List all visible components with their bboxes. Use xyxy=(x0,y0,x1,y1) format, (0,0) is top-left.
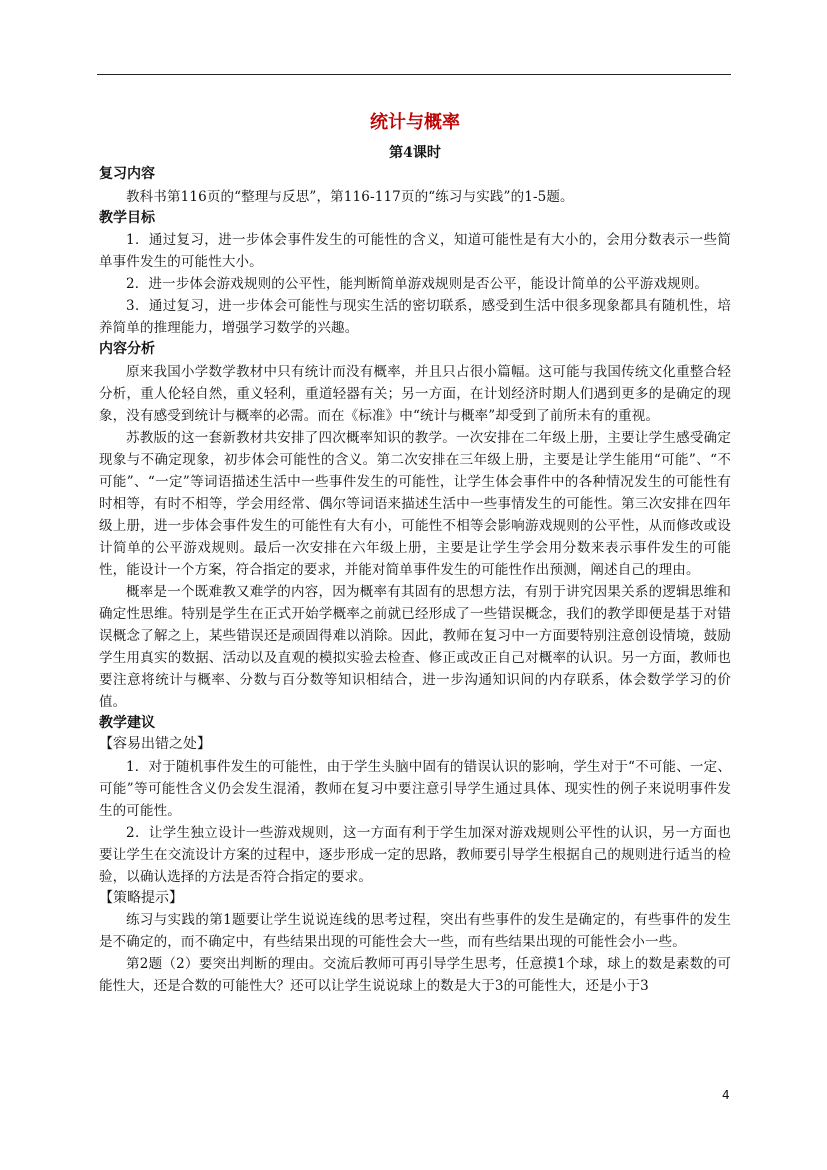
paragraph: 练习与实践的第1题要让学生说说连线的思考过程，突出有些事件的发生是确定的，有些事件的发生是不确定的，而不确定中，有些结果出现的可能性会大一些，而有些结果出现的可能性会小一些。 xyxy=(99,912,731,950)
paragraph: 概率是一个既难教又难学的内容，因为概率有其固有的思想方法，有别于讲究因果关系的逻辑思维和确定性思维。特别是学生在正式开始学概率之前就已经形成了一些错误概念，我们的教学即便是基于对错误概念了解之上，某些错误还是顽固得难以消除。因此，教师在复习中一方面要特别注意创设情境，鼓励学生用真实的数据、活动以及直观的模拟实验去检查、修正或改正自己对概率的认识。另一方面，教师也要注意将统计与概率、分数与百分数等知识相结合，进一步沟通知识间的内存联系，体会数学学习的价值。 xyxy=(99,583,731,710)
paragraph: 第2题（2）要突出判断的理由。交流后教师可再引导学生思考，任意摸1个球，球上的数是素数的可能性大，还是合数的可能性大？还可以让学生说说球上的数是大于3的可能性大，还是小于3 xyxy=(99,956,731,994)
section-heading: 内容分析 xyxy=(99,341,155,357)
section-teaching-suggestions xyxy=(99,713,731,998)
paragraph: 苏教版的这一套新教材共安排了四次概率知识的教学。一次安排在二年级上册，主要让学生感受确定现象与不确定现象，初步体会可能性的含义。第二次安排在三年级上册，主要是让学生能用“可能”、“不可能”、“一定”等词语描述生活中一些事件发生的可能性，让学生体会事件中的各种情况发生的可能性有时相等，有时不相等，学会用经常、偶尔等词语来描述生活中一些事情发生的可能性。第三次安排在四年级上册，进一步体会事件发生的可能性有大有小，可能性不相等会影响游戏规则的公平性，从而修改或设计简单的公平游戏规则。最后一次安排在六年级上册，主要是让学生学会用分数来表示事件发生的可能性，能设计一个方案，符合指定的要求，并能对简单事件发生的可能性作出预测，阐述自己的理由。 xyxy=(99,429,731,578)
subsection-label-error-prone: 【容易出错之处】 xyxy=(99,736,211,752)
section-content-analysis xyxy=(99,339,731,713)
paragraph: 1．通过复习，进一步体会事件发生的可能性的含义，知道可能性是有大小的，会用分数表示一些简单事件发生的可能性大小。 xyxy=(99,232,731,270)
section-teaching-goals xyxy=(99,208,731,340)
paragraph: 3．通过复习，进一步体会可能性与现实生活的密切联系，感受到生活中很多现象都具有随机性，培养简单的推理能力，增强学习数学的兴趣。 xyxy=(99,298,731,336)
section-heading: 复习内容 xyxy=(99,166,155,182)
document-title: 统计与概率 xyxy=(370,112,460,133)
header-rule xyxy=(97,74,731,75)
section-heading: 教学建议 xyxy=(99,714,155,731)
paragraph: 教科书第116页的“整理与反思”，第116-117页的“练习与实践”的1-5题。 xyxy=(126,188,574,205)
paragraph: 原来我国小学数学教材中只有统计而没有概率，并且只占很小篇幅。这可能与我国传统文化重整合轻分析，重人伦轻自然，重义轻利，重道轻器有关；另一方面，在计划经济时期人们遇到更多的是确定的现象，没有感受到统计与概率的必需。而在《标准》中“统计与概率”却受到了前所未有的重视。 xyxy=(99,363,731,424)
paragraph: 1．对于随机事件发生的可能性，由于学生头脑中固有的错误认识的影响，学生对于“不可能、一定、可能”等可能性含义仍会发生混淆，教师在复习中要注意引导学生通过具体、现实性的例子来说明事件发生的可能性。 xyxy=(99,758,731,819)
page-number: 4 xyxy=(722,1088,730,1102)
subsection-label-strategy: 【策略提示】 xyxy=(99,889,183,906)
lesson-subtitle: 第4课时 xyxy=(389,145,441,161)
document-body xyxy=(99,108,731,997)
section-review-content xyxy=(99,164,731,208)
paragraph: 2．进一步体会游戏规则的公平性，能判断简单游戏规则是否公平，能设计简单的公平游戏规则。 xyxy=(126,276,709,292)
section-heading: 教学目标 xyxy=(99,209,155,226)
paragraph: 2．让学生独立设计一些游戏规则，这一方面有利于学生加深对游戏规则公平性的认识，另一方面也要让学生在交流设计方案的过程中，逐步形成一定的思路，教师要引导学生根据自己的规则进行适当的检验，以确认选择的方法是否符合指定的要求。 xyxy=(99,824,731,885)
